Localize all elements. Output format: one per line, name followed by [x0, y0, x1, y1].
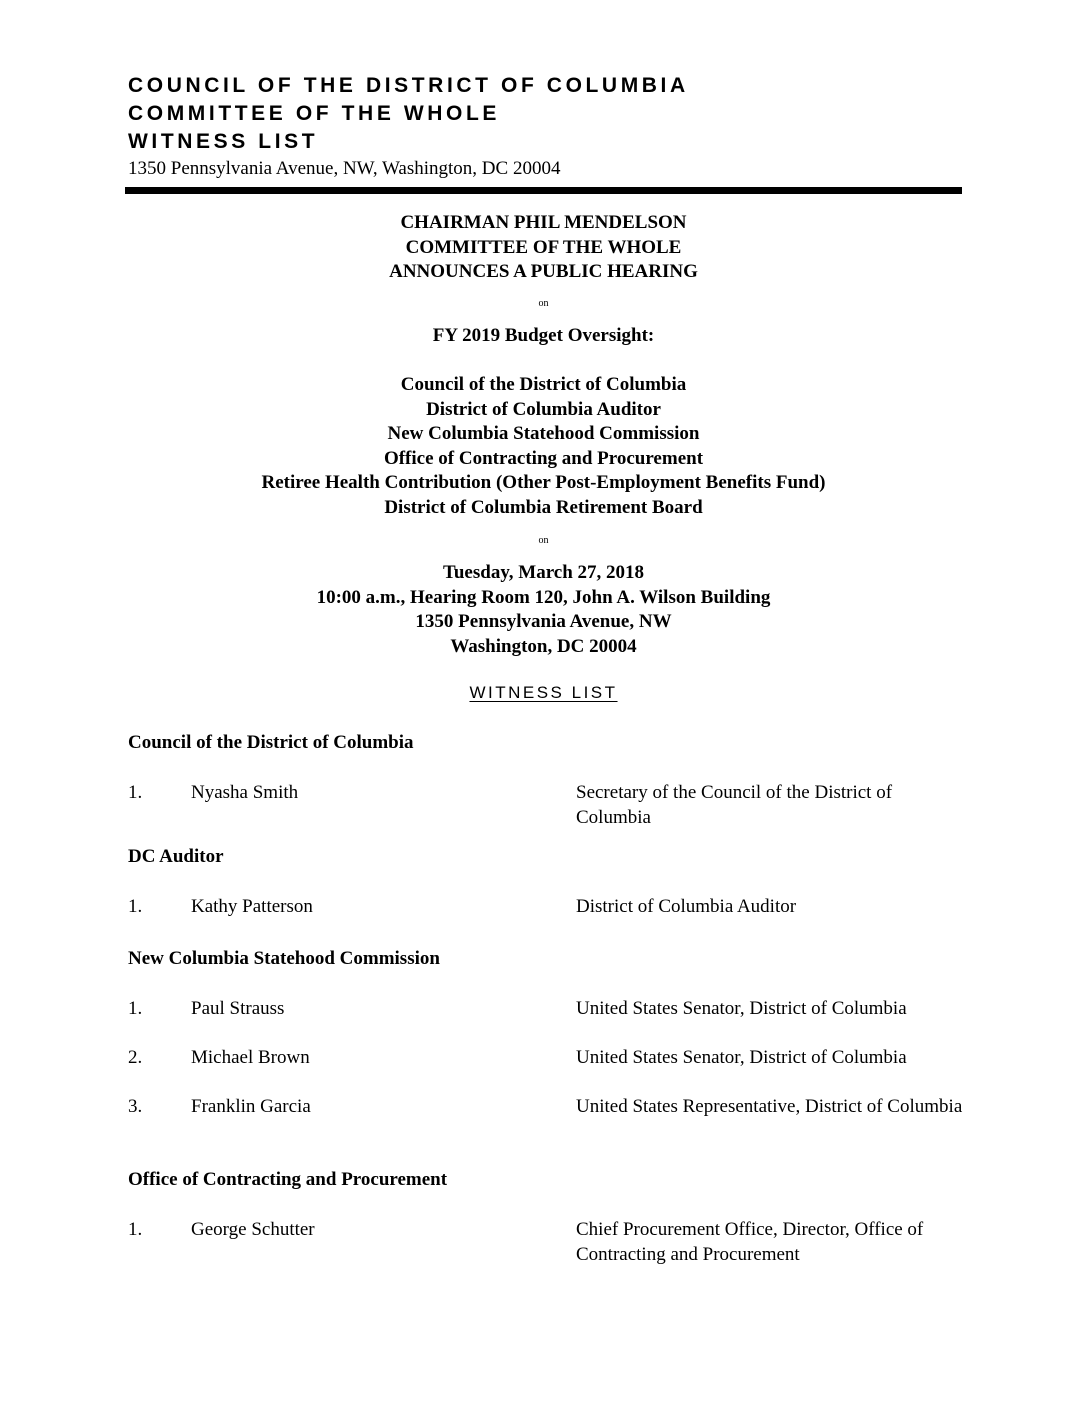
committee-line: COMMITTEE OF THE WHOLE — [405, 236, 682, 258]
witness-number: 1. — [128, 998, 143, 1019]
witness-title: United States Senator, District of Columbia — [576, 998, 907, 1019]
witness-list-heading: WITNESS LIST — [469, 683, 618, 702]
agency-item: District of Columbia Auditor — [426, 398, 661, 420]
witness-list-heading-wrap — [125, 683, 962, 703]
agency-item: Council of the District of Columbia — [400, 374, 687, 395]
witness-number: 3. — [128, 1096, 143, 1117]
letterhead-address: 1350 Pennsylvania Avenue, NW, Washington, DC 20004 — [128, 158, 561, 179]
hearing-time-location: 10:00 a.m., Hearing Room 120, John A. Wilson Building — [316, 586, 771, 608]
witness-title: Chief Procurement Office, Director, Office of Contracting and Procurement — [576, 1219, 924, 1265]
letterhead-council: COUNCIL OF THE DISTRICT OF COLUMBIA — [128, 74, 689, 97]
witness-title: United States Representative, District of Columbia — [576, 1096, 963, 1117]
section-title-statehood-commission: New Columbia Statehood Commission — [128, 948, 440, 969]
on-label-1: on — [538, 298, 549, 309]
witness-name: Kathy Patterson — [191, 896, 313, 917]
witness-title: United States Senator, District of Columbia — [576, 1047, 907, 1068]
witness-name: Nyasha Smith — [191, 782, 299, 803]
witness-name: Michael Brown — [191, 1047, 310, 1068]
witness-number: 1. — [128, 896, 143, 917]
agency-list — [125, 373, 962, 520]
hearing-details — [125, 561, 962, 659]
hearing-city: Washington, DC 20004 — [450, 635, 637, 657]
chairman-line: CHAIRMAN PHIL MENDELSON — [400, 212, 687, 233]
witness-name: Franklin Garcia — [191, 1096, 311, 1117]
hearing-subject: FY 2019 Budget Oversight: — [432, 325, 655, 346]
letterhead — [128, 72, 689, 182]
agency-item: Retiree Health Contribution (Other Post-Employment Benefits Fund) — [261, 472, 826, 493]
header-rule — [125, 187, 962, 194]
hearing-date: Tuesday, March 27, 2018 — [442, 562, 645, 583]
section-title-council: Council of the District of Columbia — [128, 732, 414, 753]
agency-item: Office of Contracting and Procurement — [383, 447, 704, 469]
witness-title: Secretary of the Council of the District of Columbia — [576, 782, 893, 828]
agency-item: District of Columbia Retirement Board — [384, 496, 703, 518]
witness-number: 1. — [128, 1219, 143, 1240]
letterhead-committee: COMMITTEE OF THE WHOLE — [128, 102, 501, 125]
announcement-header — [125, 211, 962, 285]
witness-number: 2. — [128, 1047, 143, 1068]
agency-item: New Columbia Statehood Commission — [387, 423, 700, 444]
witness-title: District of Columbia Auditor — [576, 896, 797, 917]
hearing-street: 1350 Pennsylvania Avenue, NW — [415, 611, 672, 632]
section-title-contracting-procurement: Office of Contracting and Procurement — [128, 1169, 448, 1190]
section-title-dc-auditor: DC Auditor — [128, 846, 224, 867]
letterhead-witness-list: WITNESS LIST — [128, 130, 319, 153]
witness-name: George Schutter — [191, 1219, 315, 1240]
on-label-2: on — [538, 535, 549, 546]
witness-name: Paul Strauss — [191, 998, 285, 1019]
announces-line: ANNOUNCES A PUBLIC HEARING — [389, 261, 698, 282]
witness-number: 1. — [128, 782, 143, 803]
